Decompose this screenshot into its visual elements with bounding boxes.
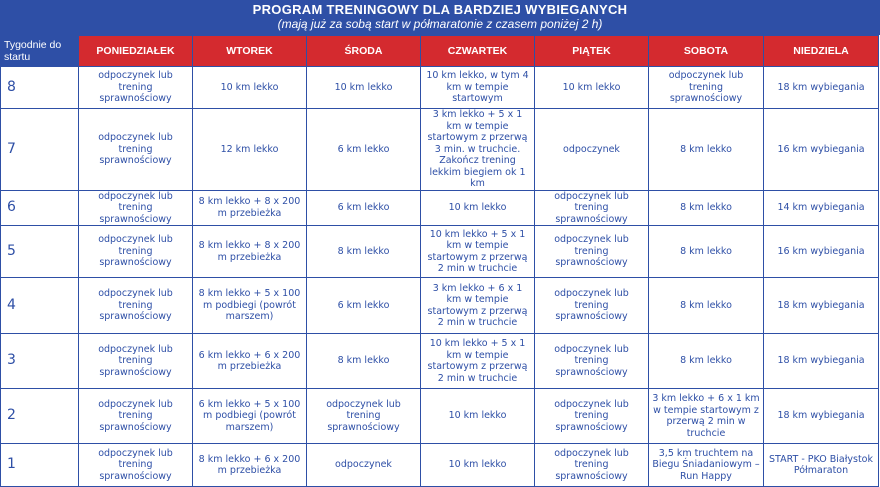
table-cell: 10 km lekko, w tym 4 km w tempie startowym bbox=[421, 67, 535, 109]
table-cell: odpoczynek lub trening sprawnościowy bbox=[79, 190, 193, 226]
table-cell: 8 km lekko bbox=[307, 226, 421, 278]
table-cell: 8 km lekko + 8 x 200 m przebieżka bbox=[193, 226, 307, 278]
table-cell: 3 km lekko + 6 x 1 km w tempie startowym z przerwą 2 min w truchcie bbox=[421, 278, 535, 334]
week-number: 1 bbox=[1, 444, 79, 487]
table-cell: 14 km wybiegania bbox=[764, 190, 879, 226]
table-cell: 8 km lekko bbox=[307, 334, 421, 389]
table-cell: 10 km lekko bbox=[535, 67, 649, 109]
table-cell: START - PKO Białystok Półmaraton bbox=[764, 444, 879, 487]
table-cell: odpoczynek lub trening sprawnościowy bbox=[535, 334, 649, 389]
table-cell: odpoczynek bbox=[307, 444, 421, 487]
table-cell: 3,5 km truchtem na Biegu Śniadaniowym – Run Happy bbox=[649, 444, 764, 487]
table-cell: odpoczynek lub trening sprawnościowy bbox=[307, 389, 421, 444]
table-cell: 10 km lekko bbox=[193, 67, 307, 109]
table-cell: 10 km lekko bbox=[421, 389, 535, 444]
table-cell: 8 km lekko + 5 x 100 m podbiegi (powrót marszem) bbox=[193, 278, 307, 334]
training-plan-table bbox=[0, 35, 879, 487]
table-cell: 12 km lekko bbox=[193, 109, 307, 191]
table-cell: 18 km wybiegania bbox=[764, 334, 879, 389]
table-cell: odpoczynek lub trening sprawnościowy bbox=[79, 444, 193, 487]
table-cell: 8 km lekko + 8 x 200 m przebieżka bbox=[193, 190, 307, 226]
table-cell: 6 km lekko + 5 x 100 m podbiegi (powrót marszem) bbox=[193, 389, 307, 444]
table-cell: 10 km lekko bbox=[421, 190, 535, 226]
day-header-saturday: SOBOTA bbox=[649, 36, 764, 67]
table-cell: 10 km lekko + 5 x 1 km w tempie startowym z przerwą 2 min w truchcie bbox=[421, 334, 535, 389]
table-row bbox=[1, 67, 879, 109]
table-cell: 8 km lekko bbox=[649, 226, 764, 278]
table-cell: 6 km lekko bbox=[307, 278, 421, 334]
table-cell: odpoczynek lub trening sprawnościowy bbox=[535, 190, 649, 226]
table-row bbox=[1, 226, 879, 278]
table-cell: 10 km lekko bbox=[421, 444, 535, 487]
table-row bbox=[1, 444, 879, 487]
table-cell: 10 km lekko + 5 x 1 km w tempie startowym z przerwą 2 min w truchcie bbox=[421, 226, 535, 278]
table-cell: 10 km lekko bbox=[307, 67, 421, 109]
day-header-thursday: CZWARTEK bbox=[421, 36, 535, 67]
table-cell: odpoczynek lub trening sprawnościowy bbox=[535, 444, 649, 487]
table-cell: 8 km lekko + 6 x 200 m przebieżka bbox=[193, 444, 307, 487]
page-subtitle: (mają już za sobą start w półmaratonie z czasem poniżej 2 h) bbox=[277, 17, 603, 31]
table-cell: odpoczynek lub trening sprawnościowy bbox=[79, 226, 193, 278]
page-title: PROGRAM TRENINGOWY DLA BARDZIEJ WYBIEGANYCH bbox=[252, 2, 628, 17]
table-row bbox=[1, 334, 879, 389]
day-header-sunday: NIEDZIELA bbox=[764, 36, 879, 67]
week-number: 3 bbox=[1, 334, 79, 389]
table-cell: 6 km lekko + 6 x 200 m przebieżka bbox=[193, 334, 307, 389]
week-number: 5 bbox=[1, 226, 79, 278]
table-cell: 16 km wybiegania bbox=[764, 226, 879, 278]
table-cell: odpoczynek lub trening sprawnościowy bbox=[79, 67, 193, 109]
table-cell: odpoczynek lub trening sprawnościowy bbox=[535, 226, 649, 278]
table-cell: 18 km wybiegania bbox=[764, 389, 879, 444]
title-bar bbox=[0, 0, 880, 35]
table-cell: odpoczynek bbox=[535, 109, 649, 191]
week-number: 6 bbox=[1, 190, 79, 226]
table-cell: 6 km lekko bbox=[307, 109, 421, 191]
week-number: 8 bbox=[1, 67, 79, 109]
table-cell: 6 km lekko bbox=[307, 190, 421, 226]
table-cell: 8 km lekko bbox=[649, 278, 764, 334]
table-cell: odpoczynek lub trening sprawnościowy bbox=[79, 278, 193, 334]
table-cell: 3 km lekko + 5 x 1 km w tempie startowym z przerwą 3 min. w truchcie. Zakończ trening lekkim biegiem ok 1 km bbox=[421, 109, 535, 191]
header-row bbox=[1, 36, 879, 67]
table-cell: odpoczynek lub trening sprawnościowy bbox=[535, 278, 649, 334]
table-cell: 18 km wybiegania bbox=[764, 67, 879, 109]
day-header-friday: PIĄTEK bbox=[535, 36, 649, 67]
table-row bbox=[1, 278, 879, 334]
table-cell: odpoczynek lub trening sprawnościowy bbox=[79, 389, 193, 444]
table-cell: odpoczynek lub trening sprawnościowy bbox=[535, 389, 649, 444]
table-row bbox=[1, 109, 879, 191]
table-cell: 8 km lekko bbox=[649, 190, 764, 226]
table-row bbox=[1, 190, 879, 226]
table-row bbox=[1, 389, 879, 444]
table-cell: odpoczynek lub trening sprawnościowy bbox=[79, 334, 193, 389]
table-cell: 8 km lekko bbox=[649, 334, 764, 389]
weeks-to-start-header: Tygodnie do startu bbox=[1, 36, 79, 67]
table-cell: 8 km lekko bbox=[649, 109, 764, 191]
day-header-wednesday: ŚRODA bbox=[307, 36, 421, 67]
week-number: 7 bbox=[1, 109, 79, 191]
day-header-monday: PONIEDZIAŁEK bbox=[79, 36, 193, 67]
week-number: 2 bbox=[1, 389, 79, 444]
table-cell: 16 km wybiegania bbox=[764, 109, 879, 191]
table-cell: 3 km lekko + 6 x 1 km w tempie startowym z przerwą 2 min w truchcie bbox=[649, 389, 764, 444]
day-header-tuesday: WTOREK bbox=[193, 36, 307, 67]
table-cell: 18 km wybiegania bbox=[764, 278, 879, 334]
week-number: 4 bbox=[1, 278, 79, 334]
table-cell: odpoczynek lub trening sprawnościowy bbox=[79, 109, 193, 191]
table-cell: odpoczynek lub trening sprawnościowy bbox=[649, 67, 764, 109]
